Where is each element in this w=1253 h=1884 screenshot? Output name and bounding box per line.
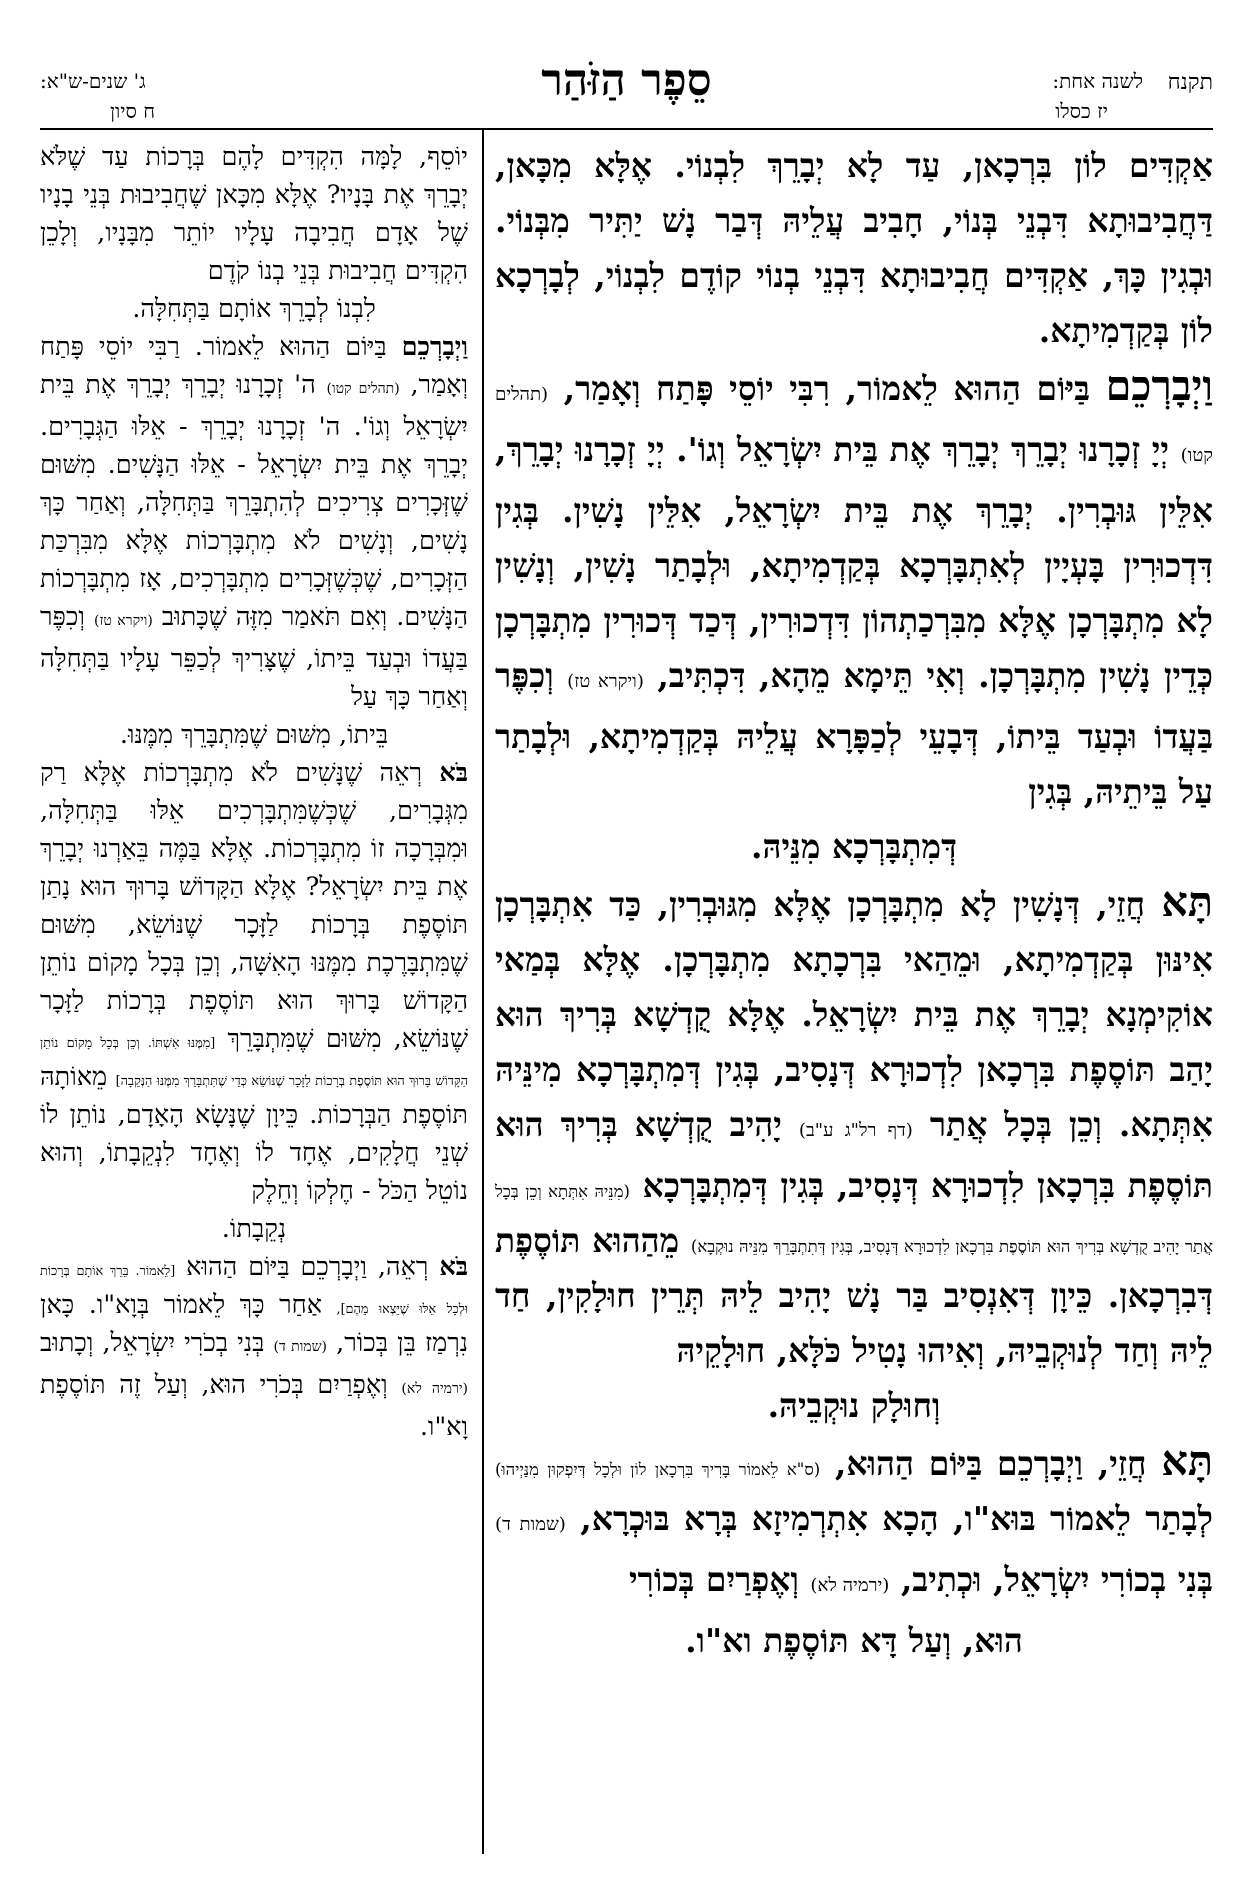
side-p3-text-a: רְאֵה שֶׁנָּשִׁים לֹא מִתְבָּרְכוֹת אֶלָּא רַק מִגְּבָרִים, שֶׁכְּשֶׁמִּתְבָּרְכִים אֵלּוּ בַּתְּחִלָּה, וּמִבְּרָכָה זוֹ מִתְבָּרְכוֹת. אֶלָּא בַּמֶּה בֵּאַרְנוּ יְבָרֵךְ אֶת בֵּית יִשְׂרָאֵל? אֶלָּא הַקָּדוֹשׁ בָּרוּךְ הוּא נָתַן תּוֹסֶפֶת בְּרָכוֹת לַזָּכָר שֶׁנּוֹשֵׂא, מִשּׁוּם שֶׁמִּתְבָּרֶכֶת מִמֶּנּוּ הָאִשָּׁה, וְכֵן בְּכָל מָקוֹם נוֹתֵן הַקָּדוֹשׁ בָּרוּךְ הוּא תּוֹסֶפֶת בְּרָכוֹת לַזָּכָר שֶׁנּוֹשֵׂא, מִשּׁוּם שֶׁמִּתְבָּרֵךְ [40,758,468,1054]
side-p1-text: יוֹסֵף, לָמָּה הִקְדִּים לָהֶם בְּרָכוֹת עַד שֶׁלֹּא יְבָרֵךְ אֶת בָּנָיו? אֶלָּא מִכָּאן שֶׁחֲבִיבוּת בְּנֵי בָנָיו שֶׁל אָדָם חֲבִיבָה עָלָיו יוֹתֵר מִבָּנָיו, וְלָכֵן הִקְדִּים חֲבִיבוּת בְּנֵי בְנוֹ קֹדֶם [40,142,468,286]
side-p3-small-note: [מִמֶּנּוּ אִשְׁתּוֹ. וְכֵן בְּכָל מָקוֹם נוֹתֵן הַקָּדוֹשׁ בָּרוּךְ הוּא תּוֹסֶפֶת בְּרָכוֹת לַזָּכָר שֶׁנּוֹשֵׂא כְּדֵי שֶׁתִּתְבָּרֵךְ מִמֶּנּוּ הַנְּקֵבָה] [40,1036,468,1089]
main-p4-text-b: לְבָתַר לֵאמוֹר בּוּא"ו, הָכָא אִתְרְמִיזָא בְּרָא בּוּכְרָא, [580,1499,1213,1538]
side-p3-lead-word: בֹּא [439,758,468,788]
main-p3-end: וְחוּלָק נוּקְבֵיהּ. [767,1386,941,1425]
side-p2-lead-word: וַיְבָרְכֵם [401,332,468,362]
side-p4-ref2: (ירמיה לא) [401,1381,468,1397]
side-paragraph-1-end [40,290,468,328]
main-p3-small-note: (מִנֵּיהּ אִתְּתָא וְכֵן בְּכָל אֲתַר יָהִיב קֻדְשָׁא בְּרִיךְ הוּא תּוֹסֶפֶת בִּרְכָאן לִדְכוּרָא דְּנָסִיב, בְּגִין דְּתִתְבָּרֵךְ מִנֵּיהּ נוּקְבָא) [495,1182,1213,1256]
side-p2-ref2: (ויקרא טז) [93,613,153,629]
main-p3-lead-word: תָּא [1161,877,1213,926]
cycle-date-left: ח סיון [110,99,156,123]
side-p4-ref1: (שמות ד) [273,1339,328,1355]
cycle-date: יז כסלו [1055,99,1108,123]
page-number: תקנח [1167,70,1213,95]
side-paragraph-3-end [40,1210,468,1248]
main-p4-text-d: וְאֶפְרַיִם בְּכוֹרִי [629,1560,799,1599]
main-p3-ref: (דף רל"ג ע"ב) [798,1120,913,1141]
side-p4-lead-word: בֹּא [439,1252,468,1282]
main-p4-text-a: חֲזֵי, וַיְבָרְכֵם בַּיּוֹם הַהוּא, [834,1444,1147,1483]
side-p2-text-b: ה' זְכָרָנוּ יְבָרֵךְ יְבָרֵךְ אֶת בֵּית יִשְׂרָאֵל וְגוֹ'. ה' זְכָרָנוּ יְבָרֵךְ - אֵלּוּ הַגְּבָרִים. יְבָרֵךְ אֶת בֵּית יִשְׂרָאֵל - אֵלּוּ הַנָּשִׁים. מִשּׁוּם שֶׁזְּכָרִים צְרִיכִים לְהִתְבָּרֵךְ בַּתְּחִלָּה, וְאַחַר כָּךְ נָשִׁים, וְנָשִׁים לֹא מִתְבָּרְכוֹת אֶלָּא מִבִּרְכַּת הַזְּכָרִים, שֶׁכְּשֶׁזְּכָרִים מִתְבָּרְכִים, אָז מִתְבָּרְכוֹת הַנָּשִׁים. וְאִם תֹּאמַר מִזֶּה שֶׁכָּתוּב [40,370,468,632]
main-p2-ref1: (תהלים קטו) [495,384,1213,466]
cycle-label-left: ג' שנים-ש"א: [40,69,146,93]
main-p4-lead-word: תָּא [1161,1436,1213,1485]
main-paragraph-4-end [495,1613,1213,1668]
main-p3-text-b: יָהִיב קֻדְשָׁא בְּרִיךְ הוּא תּוֹסֶפֶת בִּרְכָאן לִדְכוּרָא דְּנָסִיב, בְּגִין דְּמִתְבָּרְכָא [495,1105,1213,1205]
main-paragraph-2 [495,358,1213,819]
side-paragraph-4 [40,1248,468,1446]
column-divider [482,128,484,1854]
main-p4-ref1: (שמות ד) [495,1514,566,1535]
side-p2-ref1: (תהלים קטו) [326,381,400,397]
side-p4-text-c: בְּנִי בְכֹרִי יִשְׂרָאֵל, וְכָתוּב [40,1328,265,1358]
side-paragraph-3 [40,754,468,1210]
main-paragraph-3-end [495,1378,1213,1433]
side-p1-end: לִבְנוֹ לְבָרֵךְ אוֹתָם בַּתְּחִלָּה. [132,294,376,324]
header-divider [40,128,1213,130]
main-paragraph-1 [495,138,1213,358]
main-p3-text-c: מֵהַהוּא תּוֹסֶפֶת דְּבִרְכָאן. כֵּיוָן דְּאִנְסִיב בַּר נָשׁ יָהִיב לֵיהּ תְּרֵין חוּלָקִין, חַד לֵיהּ וְחַד לְנוּקְבֵיהּ, וְאִיהוּ נָטִיל כֹּלָּא, חוּלָקֵיהּ [495,1221,1213,1370]
main-p4-small-note: (ס"א לֵאמוֹר בָּרִיךְ בִּרְכָאן לוֹן וּלְכָל דְּיִפְקוּן מִנַּיְיהוּ) [495,1460,821,1479]
main-paragraph-3 [495,874,1213,1378]
side-p4-small-note: [לֵאמוֹר. בֵּרֵךְ אוֹתָם בְּרָכוֹת וּלְכָל אֵלּוּ שֶׁיֵּצְאוּ מֵהֶם], [40,1264,468,1317]
page-header [40,55,1213,125]
main-p2-text-a: בַּיּוֹם הַהוּא לֵאמוֹר, רִבִּי יוֹסֵי פָּתַח וְאָמַר, [563,369,1091,408]
side-p4-text-b: אַחַר כָּךְ לֵאמוֹר בְּוָא"ו. כָּאן נִרְמַז בֵּן בְּכוֹר, [40,1290,468,1358]
side-p4-text-a: רְאֵה, וַיְבָרְכֵם בַּיּוֹם הַהוּא [186,1252,429,1282]
side-p3-end: נְקֵבָתוֹ. [221,1214,287,1244]
main-p4-end: הוּא, וְעַל דָּא תּוֹסֶפֶת וא"ו. [685,1621,1023,1660]
main-p2-ref2: (ויקרא טז) [567,671,644,692]
side-paragraph-2 [40,328,468,716]
book-title: סֵפֶר הַזֹּהַר [541,55,712,106]
side-p2-end: בֵּיתוֹ, מִשּׁוּם שֶׁמִּתְבָּרֵךְ מִמֶּנּוּ. [119,720,389,750]
main-p4-ref2: (ירמיה לא) [810,1575,890,1596]
cycle-label: לשנה אחת: [1052,69,1143,93]
side-paragraph-2-end [40,716,468,754]
main-paragraph-2-end [495,819,1213,874]
side-p3-text-b: מֵאוֹתָהּ תּוֹסֶפֶת הַבְּרָכוֹת. כֵּיוָן שֶׁנָּשָׂא הָאָדָם, נוֹתֵן לוֹ שְׁנֵי חֲלָקִים, אֶחָד לוֹ וְאֶחָד לִנְקֵבָתוֹ, וְהוּא נוֹטֵל הַכֹּל - חֶלְקוֹ וְחֵלֶק [40,1062,468,1206]
side-p4-text-d: וְאֶפְרַיִם בְּכֹרִי הוּא, וְעַל זֶה תּוֹסֶפֶת וָא"ו. [40,1370,468,1442]
main-paragraph-4 [495,1433,1213,1613]
main-p2-text-b: יְיָ זְכָרָנוּ יְבָרֵךְ יְבָרֵךְ אֶת בֵּית יִשְׂרָאֵל וְגוֹ'. יְיָ זְכָרָנוּ יְבָרֵךְ, אִלֵּין גּוּבְרִין. יְבָרֵךְ אֶת בֵּית יִשְׂרָאֵל, אִלֵּין נָשִׁין. בְּגִין דִּדְכוּרִין בָּעְיָין לְאִתְבָּרְכָא בְּקַדְמִיתָא, וּלְבָתַר נָשִׁין, וְנָשִׁין לָא מִתְבָּרְכָן אֶלָּא מִבִּרְכַתְהוֹן דִּדְכוּרִין, דְּכַד דְּכוּרִין מִתְבָּרְכָן כְּדֵין נָשִׁין מִתְבָּרְכָן. וְאִי תֵּימָא מֵהָא, דִּכְתִּיב, [495,430,1213,695]
main-text-column [495,138,1213,1854]
side-p2-text-a: בַּיּוֹם הַהוּא לֵאמוֹר. רַבִּי יוֹסֵי פָּתַח וְאָמַר, [40,332,468,400]
side-paragraph-1 [40,138,468,290]
main-p4-text-c: בְּנִי בְכוֹרִי יִשְׂרָאֵל, וּכְתִיב, [900,1560,1213,1599]
header-left [40,55,340,125]
main-p2-end: דְּמִתְבָּרְכָא מִנֵּיהּ. [751,827,957,866]
main-p1-text: אַקְדִּים לוֹן בִּרְכָאן, עַד לָא יְבָרֵךְ לִבְנוֹי. אֶלָּא מִכָּאן, דַּחֲבִיבוּתָא דִּבְנֵי בְּנוֹי, חָבִיב עֲלֵיהּ דְּבַר נָשׁ יַתִּיר מִבְּנוֹי. וּבְגִין כָּךְ, אַקְדִּים חֲבִיבוּתָא דִּבְנֵי בְנוֹי קוֹדֶם לִבְנוֹי, לְבָרְכָא לוֹן בְּקַדְמִיתָא. [495,146,1213,350]
side-p2-text-c: וְכִפֶּר בַּעֲדוֹ וּבְעַד בֵּיתוֹ, שֶׁצָּרִיךְ לְכַפֵּר עָלָיו בַּתְּחִלָּה וְאַחַר כָּךְ עַל [40,602,468,712]
main-p2-text-c: וְכִפֶּר בַּעֲדוֹ וּבְעַד בֵּיתוֹ, דְּבָעֵי לְכַפָּרָא עֲלֵיהּ בְּקַדְמִיתָא, וּלְבָתַר עַל בֵּיתֵיהּ, בְּגִין [495,656,1213,811]
translation-column [40,138,468,1854]
main-p3-text-a: חֲזֵי, דְּנָשִׁין לָא מִתְבָּרְכָן אֶלָּא מִגּוּבְרִין, כַּד אִתְבָּרְכָן אִינּוּן בְּקַדְמִיתָא, וּמֵהַאי בִּרְכָתָא מִתְבָּרְכָן. אֶלָּא בְּמַאי אוֹקִימְנָא יְבָרֵךְ אֶת בֵּית יִשְׂרָאֵל. אֶלָּא קֻדְשָׁא בְּרִיךְ הוּא יָהַב תּוֹסֶפֶת בִּרְכָאן לִדְכוּרָא דְּנָסִיב, בְּגִין דְּמִתְבָּרְכָא מִינֵּיהּ אִתְּתָא. וְכֵן בְּכָל אֲתַר [495,885,1213,1144]
main-p2-lead-word: וַיְבָרְכֵם [1105,361,1213,410]
